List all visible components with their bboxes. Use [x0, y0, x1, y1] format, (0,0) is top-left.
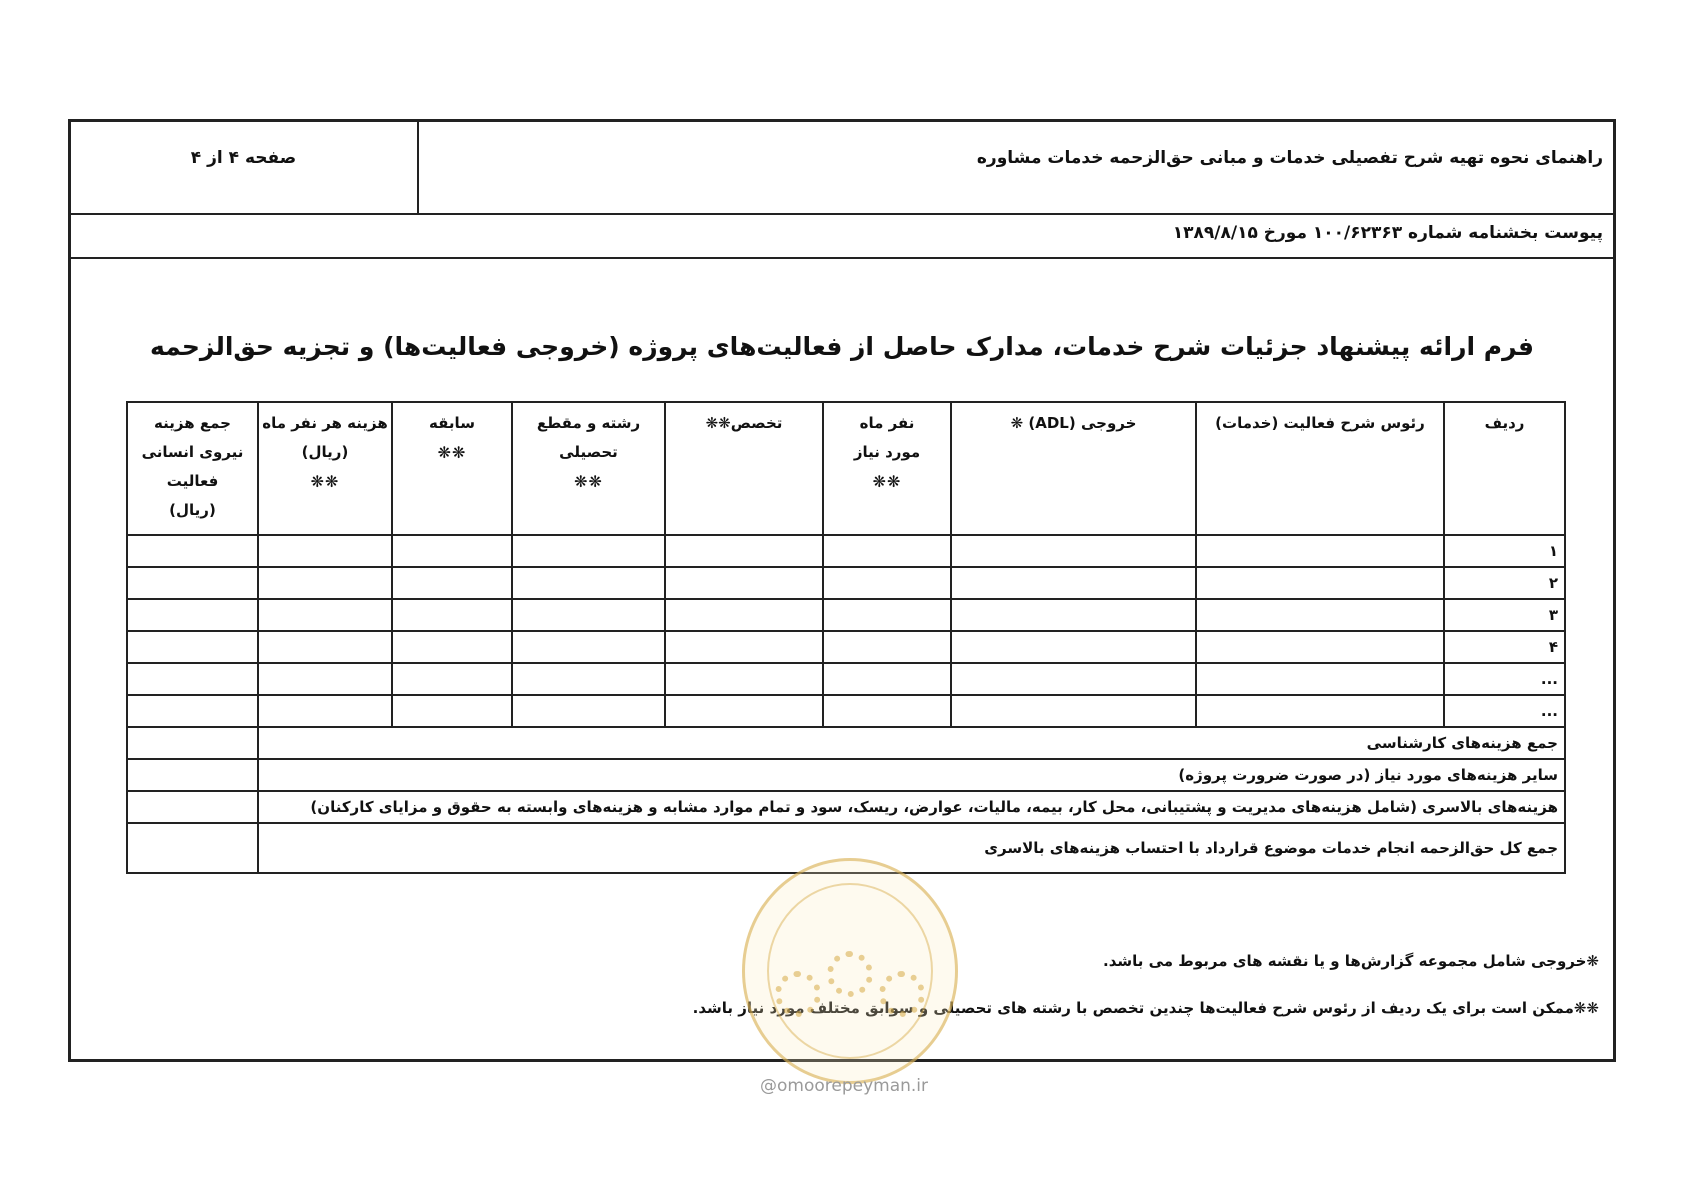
table-cell — [512, 567, 665, 599]
header-row — [71, 122, 1613, 215]
gear-icon — [775, 971, 821, 1017]
row-number: ۱ — [1444, 535, 1565, 567]
column-header-label: هزینه هر نفر ماه (ریال) — [262, 414, 388, 461]
summary-row — [127, 727, 1565, 759]
table-row — [127, 567, 1565, 599]
summary-label: سایر هزینه‌های مورد نیاز (در صورت ضرورت پروژه) — [258, 759, 1565, 791]
table-cell — [951, 695, 1196, 727]
footnote-1: ❋خروجی شامل مجموعه گزارش‌ها و یا نقشه های مربوط می باشد. — [1103, 952, 1599, 970]
column-header — [512, 402, 665, 535]
table-cell — [951, 599, 1196, 631]
table-cell — [258, 599, 392, 631]
column-header-label: رشته و مقطع تحصیلی — [536, 414, 641, 461]
table-cell — [127, 631, 258, 663]
table-row — [127, 695, 1565, 727]
table-cell — [665, 631, 823, 663]
table-cell — [512, 695, 665, 727]
table-cell — [823, 567, 951, 599]
column-header-label: ردیف — [1484, 414, 1525, 432]
summary-row — [127, 759, 1565, 791]
column-footnote-marker: ❋❋ — [574, 472, 603, 491]
column-footnote-marker: ❋❋ — [437, 443, 467, 462]
document-title: راهنمای نحوه تهیه شرح تفصیلی خدمات و مبانی حق‌الزحمه خدمات مشاوره — [417, 122, 1613, 213]
table-cell — [951, 567, 1196, 599]
total-value-cell — [127, 823, 258, 873]
table-cell — [1196, 695, 1444, 727]
table-cell — [392, 663, 512, 695]
column-header — [258, 402, 392, 535]
table-cell — [258, 567, 392, 599]
table-cell — [258, 695, 392, 727]
table-cell — [127, 663, 258, 695]
row-number: ۳ — [1444, 599, 1565, 631]
watermark-url: @omoorepeyman.ir — [760, 1076, 929, 1096]
summary-label: جمع هزینه‌های کارشناسی — [258, 727, 1565, 759]
column-header-label: جمع هزینه نیروی انسانی فعالیت (ریال) — [141, 414, 244, 519]
table-cell — [392, 695, 512, 727]
table-cell — [823, 631, 951, 663]
table-cell — [1196, 631, 1444, 663]
column-header — [951, 402, 1196, 535]
column-header-label: سابقه — [429, 414, 475, 432]
table-cell — [1196, 567, 1444, 599]
table-cell — [127, 599, 258, 631]
table-row — [127, 535, 1565, 567]
table-cell — [258, 663, 392, 695]
column-footnote-marker: ❋❋ — [310, 472, 340, 491]
summary-value-cell — [127, 727, 258, 759]
fee-breakdown-table — [126, 401, 1566, 874]
table-cell — [392, 631, 512, 663]
column-header-label: تخصص❋❋ — [705, 414, 783, 432]
table-cell — [665, 599, 823, 631]
table-cell — [512, 631, 665, 663]
column-header — [127, 402, 258, 535]
table-cell — [512, 599, 665, 631]
attachment-reference: پیوست بخشنامه شماره ۱۰۰/۶۲۳۶۳ مورخ ۱۳۸۹/۸/۱۵ — [71, 213, 1613, 259]
total-label: جمع کل حق‌الزحمه انجام خدمات موضوع قرارداد با احتساب هزینه‌های بالاسری — [258, 823, 1565, 873]
table-cell — [1196, 599, 1444, 631]
table-row — [127, 631, 1565, 663]
column-footnote-marker: ❋❋ — [872, 472, 902, 491]
table-cell — [258, 631, 392, 663]
table-cell — [823, 535, 951, 567]
table-cell — [1196, 663, 1444, 695]
table-cell — [951, 663, 1196, 695]
row-number: ... — [1444, 695, 1565, 727]
column-header-label: نفر ماه مورد نیاز — [853, 414, 921, 461]
table-cell — [258, 535, 392, 567]
summary-label: هزینه‌های بالاسری (شامل هزینه‌های مدیریت و پشتیبانی، محل کار، بیمه، مالیات، عوارض، ریسک، سود و تمام موارد مشابه و هزینه‌های وابسته به حقوق و مزایای کارکنان) — [258, 791, 1565, 823]
table-cell — [951, 631, 1196, 663]
table-row — [127, 599, 1565, 631]
column-header — [1444, 402, 1565, 535]
table-cell — [665, 695, 823, 727]
column-header — [823, 402, 951, 535]
column-header — [665, 402, 823, 535]
row-number: ۲ — [1444, 567, 1565, 599]
gear-icon — [879, 971, 925, 1017]
table-cell — [665, 535, 823, 567]
logo-seal — [742, 858, 958, 1084]
summary-row — [127, 791, 1565, 823]
table-header-row — [127, 402, 1565, 535]
table-row — [127, 663, 1565, 695]
column-header-label: خروجی (ADL) ❋ — [1010, 414, 1137, 432]
column-header-label: رئوس شرح فعالیت (خدمات) — [1215, 414, 1425, 432]
table-cell — [392, 599, 512, 631]
summary-value-cell — [127, 759, 258, 791]
table-cell — [823, 663, 951, 695]
footnote-2: ❋❋ممکن است برای یک ردیف از رئوس شرح فعالیت‌ها چندین تخصص با رشته های تحصیلی و سوابق مختلف مورد نیاز باشد. — [692, 999, 1599, 1017]
table-cell — [951, 535, 1196, 567]
table-cell — [665, 567, 823, 599]
table-cell — [665, 663, 823, 695]
table-cell — [1196, 535, 1444, 567]
table-cell — [392, 535, 512, 567]
page-number: صفحه ۴ از ۴ — [190, 148, 297, 168]
table-cell — [392, 567, 512, 599]
table-cell — [512, 663, 665, 695]
form-title: فرم ارائه پیشنهاد جزئیات شرح خدمات، مدارک حاصل از فعالیت‌های پروژه (خروجی فعالیت‌ها) و تجزیه حق‌الزحمه — [149, 332, 1535, 361]
row-number: ۴ — [1444, 631, 1565, 663]
table-cell — [127, 567, 258, 599]
summary-value-cell — [127, 791, 258, 823]
column-header — [1196, 402, 1444, 535]
table-cell — [127, 535, 258, 567]
table-cell — [823, 695, 951, 727]
table-cell — [127, 695, 258, 727]
row-number: ... — [1444, 663, 1565, 695]
table-cell — [823, 599, 951, 631]
column-header — [392, 402, 512, 535]
table-cell — [512, 535, 665, 567]
gear-icon — [827, 951, 873, 997]
